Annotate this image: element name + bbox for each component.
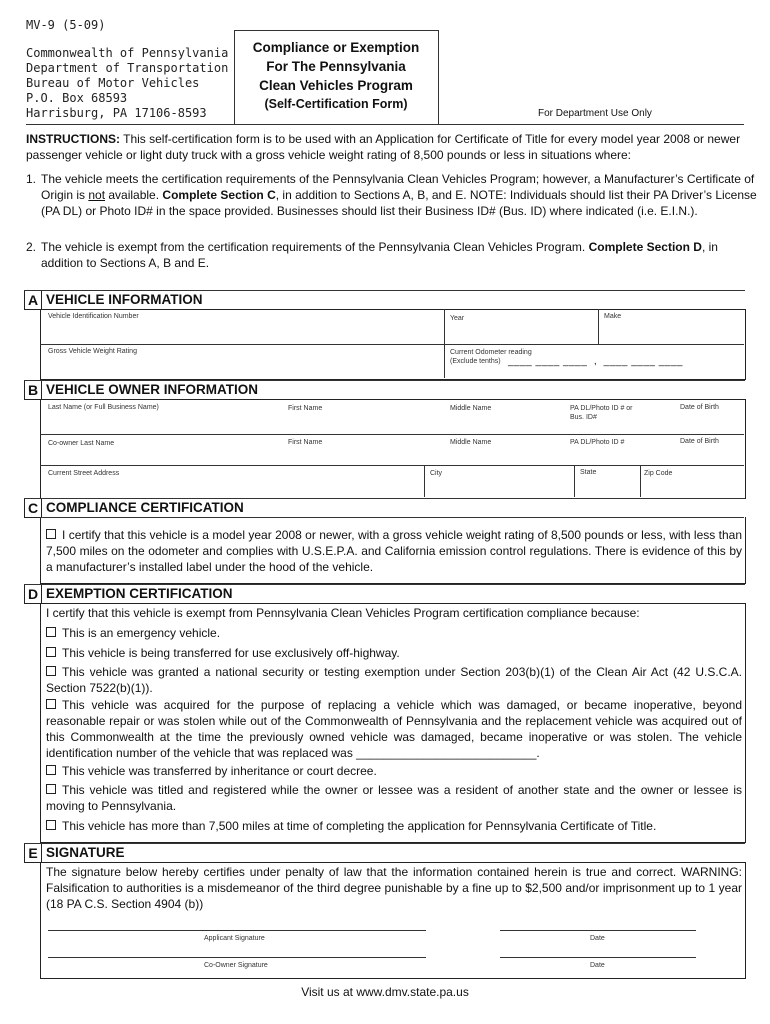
instruction-2-part: , in addition to Sections A, B and E. xyxy=(41,240,718,270)
header-divider xyxy=(438,30,439,124)
year-field[interactable]: Year xyxy=(450,315,465,322)
instruction-1-part: , in addition to Sections A, B, and E. NOTE: Individuals should list their PA Driver’s License (PA DL) or Photo ID# in the space provided. Businesses should list their Business ID# (Bus. ID) where indicated (i.e. E.I.N.). xyxy=(41,188,757,218)
instructions-text xyxy=(26,131,748,163)
co-owner-signature-line[interactable] xyxy=(48,957,426,958)
exemption-option xyxy=(46,782,742,814)
pa-dl-field[interactable] xyxy=(570,404,633,422)
exemption-option xyxy=(46,625,742,641)
title-line: Compliance or Exemption xyxy=(252,40,420,55)
state-field[interactable]: State xyxy=(580,469,597,476)
form-title xyxy=(236,38,436,114)
agency-line: Harrisburg, PA 17106-8593 xyxy=(26,106,207,120)
applicant-signature-line[interactable] xyxy=(48,930,426,931)
form-id: MV-9 (5-09) xyxy=(26,18,106,32)
middle-name-field[interactable]: Middle Name xyxy=(450,405,492,412)
row-divider xyxy=(40,465,744,466)
col-divider xyxy=(598,309,599,344)
agency-line: P.O. Box 68593 xyxy=(26,91,128,105)
exemption-checkbox[interactable] xyxy=(46,784,56,794)
section-b-title: VEHICLE OWNER INFORMATION xyxy=(46,382,258,397)
section-d-letter: D xyxy=(27,586,39,602)
co-owner-dob-field[interactable]: Date of Birth xyxy=(680,438,719,445)
footer-website: Visit us at www.dmv.state.pa.us xyxy=(301,985,469,999)
odometer-label: Current Odometer reading xyxy=(450,349,532,356)
dob-field[interactable]: Date of Birth xyxy=(680,404,719,411)
exemption-checkbox[interactable] xyxy=(46,765,56,775)
instruction-2-part: The vehicle is exempt from the certification requirements of the Pennsylvania Clean Vehicles Program. xyxy=(41,240,589,254)
section-d-top-rule xyxy=(24,584,745,585)
last-name-field[interactable]: Last Name (or Full Business Name) xyxy=(48,404,159,411)
section-a-top-rule xyxy=(24,290,745,291)
col-divider xyxy=(574,465,575,497)
instructions-label: INSTRUCTIONS: xyxy=(26,132,120,146)
applicant-date-label: Date xyxy=(590,935,605,942)
instruction-1-text xyxy=(41,171,761,219)
section-a-letter: A xyxy=(27,292,39,308)
section-e-top-rule xyxy=(24,843,745,844)
vin-field[interactable]: Vehicle Identification Number xyxy=(48,313,139,320)
gvwr-field[interactable]: Gross Vehicle Weight Rating xyxy=(48,348,137,355)
co-owner-last-name-field[interactable]: Co-owner Last Name xyxy=(48,440,115,447)
section-d-letter-box xyxy=(24,584,42,604)
city-field[interactable]: City xyxy=(430,470,443,477)
title-line: Clean Vehicles Program xyxy=(259,78,413,93)
exemption-option xyxy=(46,697,742,761)
instruction-2-number: 2. xyxy=(26,240,37,254)
co-owner-signature-label: Co-Owner Signature xyxy=(204,962,268,969)
title-line: For The Pennsylvania xyxy=(266,59,406,74)
section-c-title: COMPLIANCE CERTIFICATION xyxy=(46,500,244,515)
compliance-text: I certify that this vehicle is a model year 2008 or newer, with a gross vehicle weight rating of 8,500 pounds or less, with less than 7,500 miles on the odometer and complies with U.S.E.P.A. and California emission control regulations. There is evidence of this by a manufacturer’s installed label under the hood of the vehicle. xyxy=(46,528,742,574)
instruction-1-part: available. xyxy=(105,188,163,202)
exemption-text: This vehicle was granted a national security or testing exemption under Section 203(b)(1) of the Clean Air Act (42 U.S.C.A. Section 7522(b)(1)). xyxy=(46,665,742,695)
section-b-letter-box xyxy=(24,380,42,400)
exemption-option xyxy=(46,664,742,696)
section-c-letter-box xyxy=(24,498,42,518)
row-divider xyxy=(40,517,744,518)
make-field[interactable]: Make xyxy=(604,313,622,320)
odometer-blanks[interactable]: ____ ____ ____ , ____ ____ ____ xyxy=(508,356,683,367)
agency-line: Bureau of Motor Vehicles xyxy=(26,76,200,90)
compliance-checkbox[interactable] xyxy=(46,529,56,539)
exemption-intro: I certify that this vehicle is exempt from Pennsylvania Clean Vehicles Program certification compliance because: xyxy=(46,606,640,620)
dept-use-label: For Department Use Only xyxy=(538,108,652,119)
section-e-letter-box xyxy=(24,843,42,863)
title-box-top xyxy=(234,30,438,31)
form-subtitle: (Self-Certification Form) xyxy=(264,97,408,111)
applicant-signature-label: Applicant Signature xyxy=(204,935,265,942)
pa-dl-label: PA DL/Photo ID # or xyxy=(570,405,633,412)
section-e-title: SIGNATURE xyxy=(46,845,125,860)
col-divider xyxy=(640,465,641,497)
exemption-checkbox[interactable] xyxy=(46,647,56,657)
exemption-text: This vehicle is being transferred for use exclusively off-highway. xyxy=(62,646,400,660)
section-b-top-rule xyxy=(24,380,745,381)
section-c-letter: C xyxy=(27,500,39,516)
instruction-1-part: The vehicle meets the certification requirements of the Pennsylvania Clean Vehicles Program; however, a Manufacturer’s Certificate of Origin is xyxy=(41,172,755,202)
signature-statement: The signature below hereby certifies under penalty of law that the information contained herein is true and correct. WARNING: Falsification to authorities is a misdemeanor of the third degree punishable by a fine up to $2,500 and/or imprisonment up to 1 year (18 PA C.S. Section 4904 (b)) xyxy=(46,865,742,911)
co-owner-pa-dl-field[interactable]: PA DL/Photo ID # xyxy=(570,439,625,446)
applicant-date-line[interactable] xyxy=(500,930,696,931)
compliance-option xyxy=(46,527,742,575)
street-address-field[interactable]: Current Street Address xyxy=(48,470,120,477)
co-owner-date-label: Date xyxy=(590,962,605,969)
odometer-note: (Exclude tenths) xyxy=(450,358,501,365)
exemption-text: This vehicle was acquired for the purpose of replacing a vehicle which was damaged, or became inoperative, beyond reasonable repair or was stolen while out of the Commonwealth of Pennsylvania and the replacement vehicle was acquired out of this Commonwealth at the time the previously owned vehicle was damaged, became inoperative or was stolen. The vehicle identification number of the vehicle that was replaced was ___________________________. xyxy=(46,698,742,760)
section-e-letter: E xyxy=(28,845,38,861)
instruction-2-bold: Complete Section D xyxy=(588,240,702,254)
instruction-1-not: not xyxy=(88,188,106,202)
exemption-text: This vehicle has more than 7,500 miles at time of completing the application for Pennsylvania Certificate of Title. xyxy=(62,819,657,833)
co-owner-date-line[interactable] xyxy=(500,957,696,958)
header-divider xyxy=(234,30,235,124)
exemption-text: This vehicle was transferred by inheritance or court decree. xyxy=(62,764,377,778)
exemption-text: This is an emergency vehicle. xyxy=(62,626,221,640)
first-name-field[interactable]: First Name xyxy=(288,405,323,412)
instructions-body: This self-certification form is to be used with an Application for Certificate of Title for every model year 2008 or newer passenger vehicle or light duty truck with a gross vehicle weight rating of 8,500 pounds or less in situations where: xyxy=(26,132,741,162)
section-c-top-rule xyxy=(24,498,745,499)
instruction-1-bold: Complete Section C xyxy=(162,188,276,202)
section-a-letter-box xyxy=(24,290,42,310)
co-owner-first-name-field[interactable]: First Name xyxy=(288,439,323,446)
row-divider xyxy=(40,434,744,435)
col-divider xyxy=(424,465,425,497)
section-b-letter: B xyxy=(27,382,39,398)
exemption-checkbox[interactable] xyxy=(46,666,56,676)
agency-block xyxy=(26,46,228,121)
exemption-checkbox[interactable] xyxy=(46,699,56,709)
exemption-option xyxy=(46,763,742,779)
col-divider xyxy=(444,309,445,378)
agency-line: Department of Transportation xyxy=(26,61,229,75)
section-a-title: VEHICLE INFORMATION xyxy=(46,292,203,307)
co-owner-middle-name-field[interactable]: Middle Name xyxy=(450,439,492,446)
agency-line: Commonwealth of Pennsylvania xyxy=(26,46,229,60)
instruction-1-number: 1. xyxy=(26,172,37,186)
zip-code-field[interactable]: Zip Code xyxy=(644,470,673,477)
exemption-checkbox[interactable] xyxy=(46,627,56,637)
exemption-text: This vehicle was titled and registered while the owner or lessee was a resident of another state and the owner or lessee is moving to Pennsylvania. xyxy=(46,783,742,813)
exemption-option xyxy=(46,818,742,834)
exemption-option xyxy=(46,645,742,661)
header-bottom-rule xyxy=(26,124,744,125)
pa-dl-label: Bus. ID# xyxy=(570,414,597,421)
exemption-checkbox[interactable] xyxy=(46,820,56,830)
section-d-title: EXEMPTION CERTIFICATION xyxy=(46,586,233,601)
instruction-2-text xyxy=(41,239,753,271)
row-divider xyxy=(40,344,744,345)
